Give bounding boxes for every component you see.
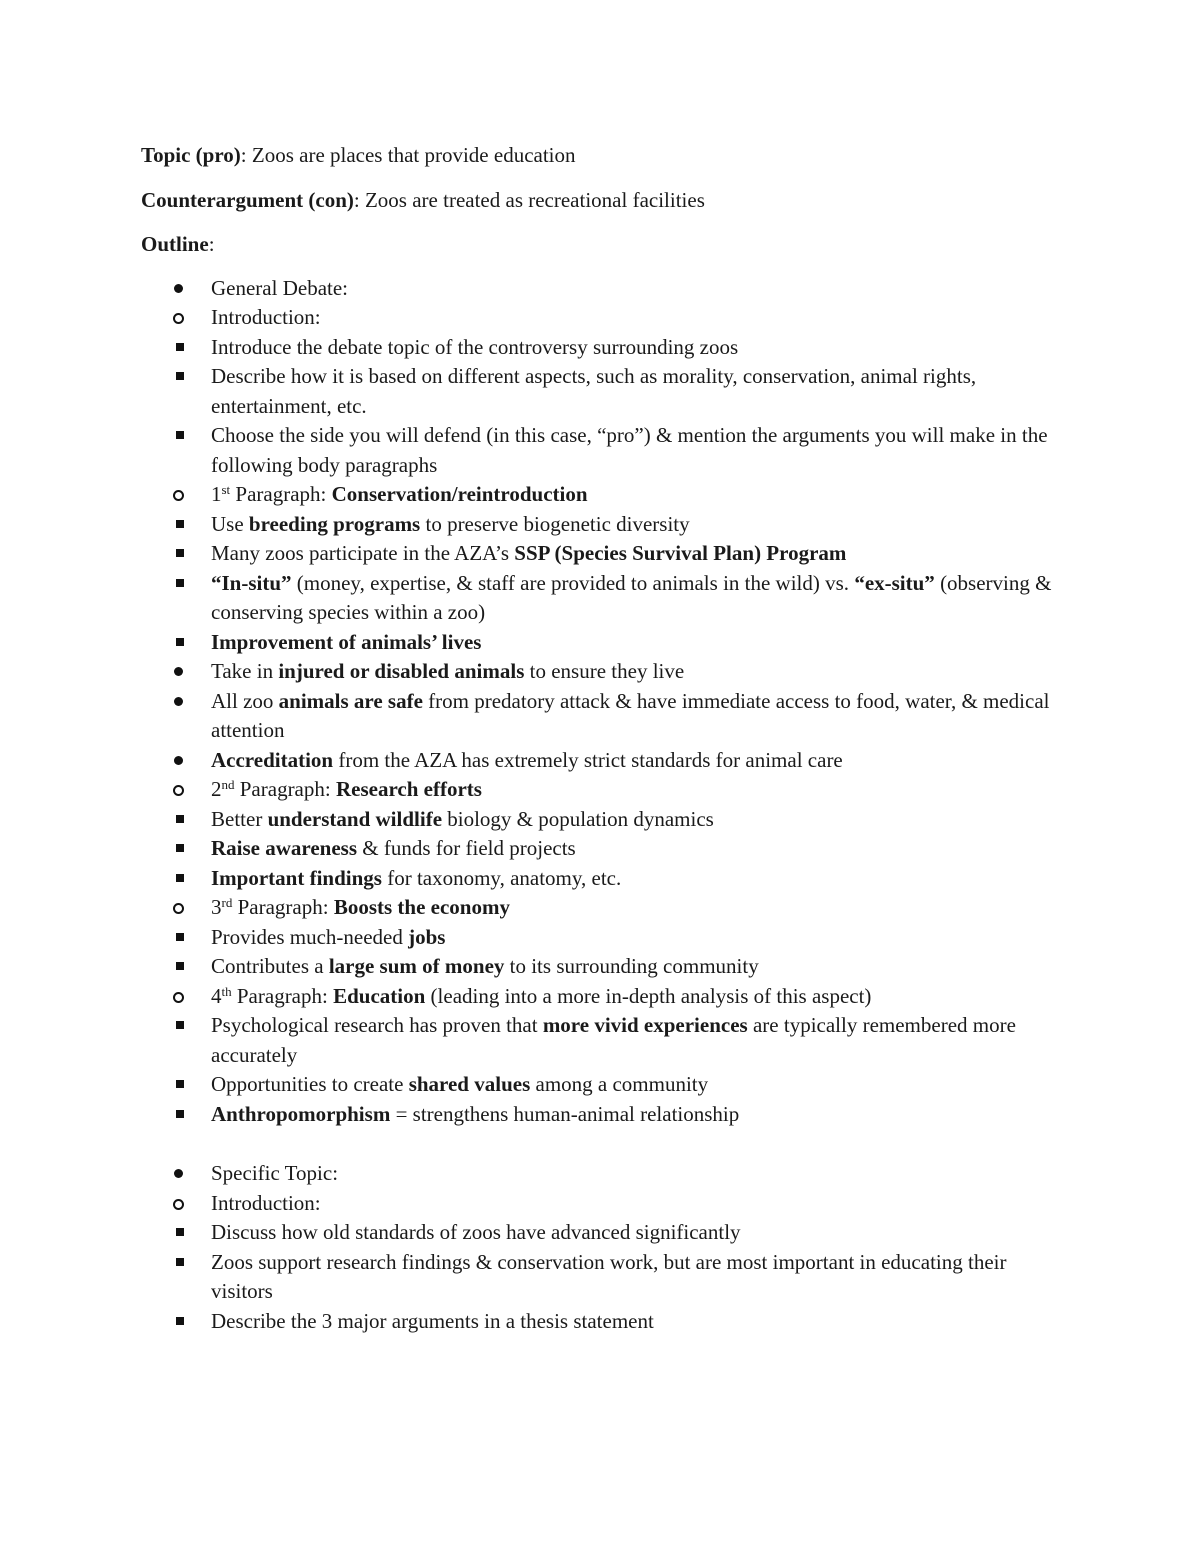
topic-line — [141, 141, 1066, 171]
text-segment: Describe how it is based on different aspects, such as morality, conservation, animal rights, entertainment, etc. — [211, 364, 977, 418]
square-bullet-icon — [176, 1021, 184, 1029]
bold-text: Anthropomorphism — [211, 1101, 391, 1126]
outline-item-level-4 — [141, 746, 1066, 776]
square-bullet-icon — [176, 933, 184, 941]
bold-text: understand wildlife — [267, 806, 443, 831]
outline-item-text — [211, 864, 1066, 894]
outline-item-level-2 — [141, 982, 1066, 1130]
counterargument-text: Zoos are treated as recreational facilities — [364, 187, 705, 212]
square-bullet-icon — [176, 372, 184, 380]
outline-item-text — [211, 775, 1066, 805]
outline-item-text — [211, 805, 1066, 835]
square-bullet-icon — [176, 962, 184, 970]
outline-item-text — [211, 274, 1066, 304]
counterargument-line — [141, 186, 1066, 216]
square-bullet-icon — [176, 815, 184, 823]
outline-item-level-3 — [141, 628, 1066, 776]
topic-text: Zoos are places that provide education — [251, 143, 576, 167]
square-bullet-icon — [176, 844, 184, 852]
bold-text: breeding programs — [248, 511, 421, 536]
outline-item-text — [211, 333, 1066, 363]
text-segment: for taxonomy, anatomy, etc. — [381, 865, 622, 890]
disc-bullet-icon — [174, 1169, 183, 1178]
outline-item-level-3 — [141, 1218, 1066, 1248]
text-segment: (observing & conserving species within a zoo) — [211, 570, 1052, 624]
outline-item-level-3 — [141, 834, 1066, 864]
ordinal-suffix: rd — [221, 895, 233, 910]
outline-item-level-4 — [141, 687, 1066, 746]
document-body — [141, 141, 1066, 1336]
text-segment: Paragraph: — [230, 482, 332, 506]
bold-text: Research efforts — [335, 777, 482, 801]
ordinal-suffix: nd — [221, 777, 235, 792]
disc-bullet-icon — [174, 667, 183, 676]
outline-item-text — [211, 834, 1066, 864]
disc-bullet-icon — [174, 284, 183, 293]
text-segment: are typically remembered more accurately — [211, 1013, 1016, 1067]
outline-item-text — [211, 1218, 1066, 1248]
bold-text: Improvement of animals’ lives — [211, 629, 482, 654]
text-segment: Discuss how old standards of zoos have advanced significantly — [211, 1220, 741, 1244]
text-segment: Psychological research has proven that — [211, 1013, 543, 1037]
text-segment: Introduce the debate topic of the controversy surrounding zoos — [211, 334, 739, 359]
text-segment: General Debate: — [211, 275, 349, 300]
bold-text: jobs — [408, 924, 446, 949]
text-segment: among a community — [530, 1072, 709, 1096]
text-segment: Paragraph: — [232, 895, 334, 919]
outline-item-level-2 — [141, 480, 1066, 775]
bold-text: Important findings — [211, 865, 382, 890]
text-segment: to ensure they live — [524, 659, 685, 683]
square-bullet-icon — [176, 874, 184, 882]
outline-item-text — [211, 1070, 1066, 1100]
outline-item-level-1 — [141, 1159, 1066, 1336]
outline-item-text — [211, 569, 1066, 628]
disc-bullet-icon — [174, 697, 183, 706]
outline-item-level-3 — [141, 1100, 1066, 1130]
outline-colon: : — [208, 232, 215, 256]
outline-item-text — [211, 628, 1066, 658]
counterargument-colon: : — [353, 187, 365, 212]
outline-sublist — [141, 923, 1066, 982]
outline-item-text — [211, 1159, 1066, 1189]
outline-item-level-3 — [141, 923, 1066, 953]
bold-text: Accreditation — [211, 747, 334, 772]
outline-item-level-3 — [141, 569, 1066, 628]
square-bullet-icon — [176, 520, 184, 528]
circle-bullet-icon — [173, 992, 184, 1003]
text-segment: Provides much-needed — [211, 924, 409, 949]
text-segment: Use — [211, 511, 249, 536]
text-segment: 2 — [211, 777, 222, 801]
outline-item-level-2 — [141, 303, 1066, 480]
topic-colon: : — [240, 143, 252, 167]
outline-sublist — [141, 805, 1066, 894]
outline-item-text — [211, 982, 1066, 1012]
circle-bullet-icon — [173, 1199, 184, 1210]
circle-bullet-icon — [173, 490, 184, 501]
outline-item-text — [211, 1011, 1066, 1070]
bold-text: large sum of money — [328, 954, 505, 978]
bold-text: animals are safe — [278, 688, 423, 713]
text-segment: Zoos support research findings & conservation work, but are most important in educating their visitors — [211, 1249, 1007, 1303]
text-segment: Paragraph: — [234, 777, 336, 801]
ordinal-suffix: st — [221, 482, 231, 497]
text-segment: = strengthens human-animal relationship — [390, 1101, 740, 1126]
text-segment: All zoo — [211, 688, 279, 713]
circle-bullet-icon — [173, 313, 184, 324]
outline-sublist — [141, 1218, 1066, 1336]
disc-bullet-icon — [174, 756, 183, 765]
outline-item-level-3 — [141, 362, 1066, 421]
bold-text: injured or disabled animals — [278, 659, 525, 683]
outline-item-level-3 — [141, 1307, 1066, 1337]
bold-text: “ex-situ” — [854, 570, 935, 595]
outline-item-level-1 — [141, 274, 1066, 1130]
outline-item-text — [211, 510, 1066, 540]
outline-item-level-3 — [141, 1011, 1066, 1070]
outline-item-level-3 — [141, 539, 1066, 569]
text-segment: from the AZA has extremely strict standards for animal care — [333, 747, 843, 772]
outline-item-text — [211, 1248, 1066, 1307]
outline-item-level-2 — [141, 1189, 1066, 1337]
text-segment: to its surrounding community — [504, 954, 759, 978]
text-segment: from predatory attack & have immediate access to food, water, & medical attention — [211, 688, 1050, 742]
outline-item-text — [211, 1100, 1066, 1130]
text-segment: Better — [211, 806, 268, 831]
outline-item-text — [211, 657, 1066, 687]
square-bullet-icon — [176, 579, 184, 587]
text-segment: Opportunities to create — [211, 1072, 409, 1096]
counterargument-label: Counterargument (con) — [141, 187, 354, 212]
outline-item-level-3 — [141, 333, 1066, 363]
outline-item-text — [211, 1307, 1066, 1337]
circle-bullet-icon — [173, 903, 184, 914]
text-segment: Take in — [211, 659, 279, 683]
text-segment: Contributes a — [211, 954, 329, 978]
text-segment: (leading into a more in-depth analysis of this aspect) — [425, 983, 872, 1008]
text-segment: Specific Topic: — [211, 1161, 339, 1185]
text-segment: Introduction: — [211, 1190, 321, 1215]
outline-sublist — [141, 657, 1066, 775]
outline-sublist — [141, 303, 1066, 1129]
bold-text: shared values — [408, 1072, 531, 1096]
outline-item-text — [211, 746, 1066, 776]
square-bullet-icon — [176, 549, 184, 557]
text-segment: Introduction: — [211, 305, 321, 329]
square-bullet-icon — [176, 638, 184, 646]
outline-item-level-3 — [141, 510, 1066, 540]
outline-item-text — [211, 480, 1066, 510]
square-bullet-icon — [176, 1317, 184, 1325]
outline-item-level-3 — [141, 864, 1066, 894]
outline-item-level-3 — [141, 421, 1066, 480]
outline-item-level-3 — [141, 1248, 1066, 1307]
square-bullet-icon — [176, 431, 184, 439]
outline-item-level-3 — [141, 805, 1066, 835]
outline-item-text — [211, 303, 1066, 333]
text-segment: (money, expertise, & staff are provided to animals in the wild) vs. — [291, 570, 855, 595]
outline-item-text — [211, 687, 1066, 746]
outline-spacer — [141, 1129, 1066, 1159]
bold-text: Education — [333, 983, 426, 1008]
outline-label: Outline — [141, 232, 209, 256]
outline-item-level-4 — [141, 657, 1066, 687]
square-bullet-icon — [176, 1080, 184, 1088]
text-segment: to preserve biogenetic diversity — [420, 511, 690, 536]
square-bullet-icon — [176, 1258, 184, 1266]
outline-heading — [141, 230, 1066, 260]
outline-item-text — [211, 923, 1066, 953]
outline-item-text — [211, 421, 1066, 480]
square-bullet-icon — [176, 343, 184, 351]
topic-label: Topic (pro) — [141, 143, 241, 167]
bold-text: Conservation/reintroduction — [331, 482, 588, 506]
outline-item-text — [211, 952, 1066, 982]
bold-text: Boosts the economy — [333, 895, 510, 919]
outline-item-level-3 — [141, 1070, 1066, 1100]
text-segment: biology & population dynamics — [442, 806, 714, 831]
text-segment: Paragraph: — [231, 983, 334, 1008]
square-bullet-icon — [176, 1110, 184, 1118]
circle-bullet-icon — [173, 785, 184, 796]
outline-item-level-2 — [141, 893, 1066, 982]
text-segment: 1 — [211, 482, 222, 506]
text-segment: & funds for field projects — [357, 836, 576, 860]
outline-sublist — [141, 1189, 1066, 1337]
text-segment: 4 — [211, 983, 222, 1008]
outline-sublist — [141, 333, 1066, 481]
text-segment: Many zoos participate in the AZA’s — [211, 541, 515, 565]
bold-text: SSP (Species Survival Plan) Program — [514, 541, 847, 565]
bold-text: more vivid experiences — [542, 1013, 748, 1037]
outline-item-level-3 — [141, 952, 1066, 982]
ordinal-suffix: th — [221, 983, 232, 999]
text-segment: Choose the side you will defend (in this case, “pro”) & mention the arguments you will make in the following body paragraphs — [211, 423, 1048, 477]
outline-item-text — [211, 362, 1066, 421]
outline-item-text — [211, 1189, 1066, 1219]
bold-text: Raise awareness — [211, 836, 358, 860]
outline-list — [141, 274, 1066, 1337]
outline-sublist — [141, 1011, 1066, 1129]
text-segment: 3 — [211, 895, 222, 919]
outline-sublist — [141, 510, 1066, 776]
outline-item-text — [211, 539, 1066, 569]
outline-item-text — [211, 893, 1066, 923]
bold-text: “In-situ” — [211, 570, 292, 595]
text-segment: Describe the 3 major arguments in a thesis statement — [211, 1308, 654, 1333]
outline-item-level-2 — [141, 775, 1066, 893]
square-bullet-icon — [176, 1228, 184, 1236]
